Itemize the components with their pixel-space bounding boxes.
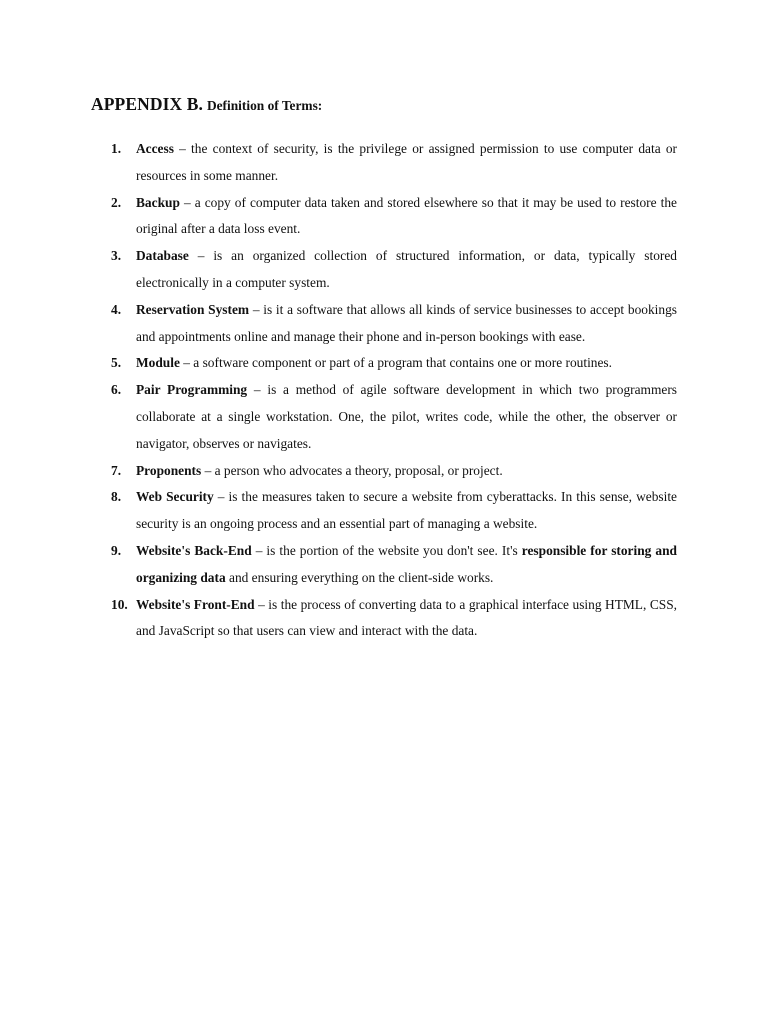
term-name: Web Security [136,489,214,505]
term-number: 3. [111,248,122,264]
term-item-web-security [91,484,677,538]
appendix-heading [91,93,677,117]
term-number: 5. [111,355,122,371]
term-number: 4. [111,301,122,317]
term-definition: – is the measures taken to secure a website from cyberattacks. In this sense, website security is an ongoing process and an essential part of managing a website. [136,489,677,532]
term-name: Website's Front-End [136,596,255,612]
term-item-website-back-end [91,538,677,592]
term-name: Website's Back-End [136,542,252,558]
term-definition: – is a method of agile software development in which two programmers collaborate at a single workstation. One, the pilot, writes code, while the other, the observer or navigator, observes or navigates. [136,382,677,451]
term-number: 10. [111,596,128,612]
term-number: 9. [111,542,122,558]
term-item-access [91,136,677,190]
term-definition: – a copy of computer data taken and stored elsewhere so that it may be used to restore the original after a data loss event. [136,194,677,237]
term-item-website-front-end [91,592,677,646]
term-definition: – the context of security, is the privilege or assigned permission to use computer data or resources in some manner. [136,141,677,183]
term-number: 2. [111,194,122,210]
term-name: Database [136,248,189,264]
term-item-database [91,243,677,297]
term-name: Reservation System [136,301,250,317]
term-item-pair-programming [91,377,677,457]
term-item-backup [91,190,677,244]
term-name: Proponents [136,462,202,478]
term-definition-tail: and ensuring everything on the client-side works. [225,569,494,585]
term-name: Access [136,141,174,156]
term-definition: – is it a software that allows all kinds of service businesses to accept bookings and appointments online and manage their phone and in-person bookings with ease. [136,301,677,344]
term-definition: – is the portion of the website you don't see. It's [251,542,522,558]
term-name: Module [136,355,180,371]
term-number: 6. [111,382,122,398]
term-item-proponents [91,458,677,485]
term-definition: – is an organized collection of structured information, or data, typically stored electronically in a computer system. [136,248,677,290]
term-definition: – a software component or part of a program that contains one or more routines. [179,355,612,371]
term-number: 7. [111,462,122,478]
term-definition: – is the process of converting data to a graphical interface using HTML, CSS, and JavaScript so that users can view and interact with the data. [136,596,677,639]
term-definition: – a person who advocates a theory, proposal, or project. [201,462,503,478]
term-number: 1. [111,141,122,156]
term-item-module [91,350,677,377]
appendix-label: APPENDIX B. [91,94,203,114]
term-number: 8. [111,489,122,505]
appendix-title: Definition of Terms: [206,98,323,113]
term-name: Backup [136,194,180,210]
term-emphasis: responsible for storing and organizing data [136,542,677,585]
terms-list [91,136,677,645]
term-item-reservation-system [91,297,677,351]
term-name: Pair Programming [136,382,248,398]
